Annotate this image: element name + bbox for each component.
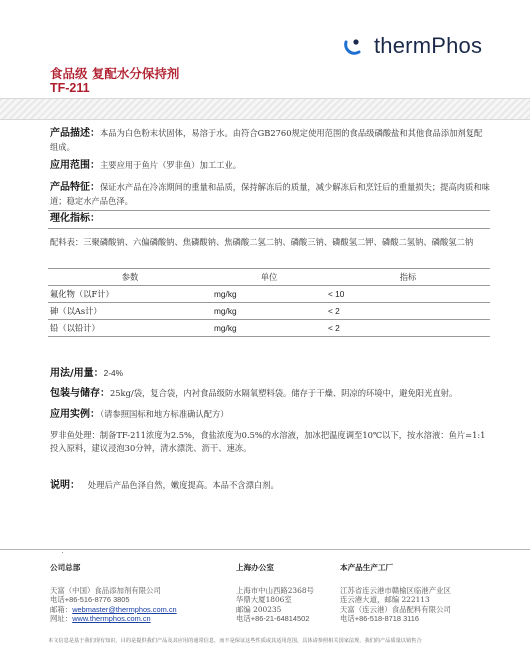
footer-hq [50, 563, 235, 624]
cell-value: < 10 [326, 286, 490, 303]
footer-divider [0, 549, 530, 550]
example-note: （请参照国标和地方标准确认配方） [100, 409, 229, 419]
cell-param: 氟化物（以F计） [48, 286, 212, 303]
packaging-text: 25kg/袋，复合袋，内衬食品级防水隔氧塑料袋。储存于干燥、阴凉的环境中，避免阳光直射。 [110, 388, 458, 398]
hq-email-link[interactable]: webmaster@thermphos.com.cn [72, 604, 177, 614]
col-header-unit: 单位 [212, 269, 326, 286]
ingredients-section [50, 236, 490, 249]
cell-value: < 2 [326, 303, 490, 320]
remark-text: 处理后产品色泽自然，嫩度提高。本品不含漂白剂。 [87, 480, 279, 490]
table-row [48, 320, 490, 337]
hq-web-link[interactable]: www.thermphos.com.cn [72, 614, 151, 624]
brand-logo [340, 30, 482, 62]
example-text: 罗非鱼处理：制备TF-211浓度为2.5%，食盐浓度为0.5%的水溶液，加冰把温度调至10℃以下，按水溶液：鱼片=1:1投入原料，建议浸泡30分钟，清水漂洗、沥干、速冻。 [50, 430, 486, 453]
spec-table [48, 268, 490, 337]
table-row [48, 286, 490, 303]
shanghai-line: 上海市中山西路2368号 [236, 585, 314, 595]
hq-line: 电话+86-516-8776 3805 [50, 595, 130, 605]
features-label: 产品特征： [50, 182, 100, 193]
shanghai-heading: 上海办公室 [236, 563, 274, 572]
product-title: 食品级 复配水分保持剂 [50, 66, 180, 81]
swirl-logo-icon [340, 32, 368, 60]
example-section [50, 408, 490, 422]
table-row [48, 303, 490, 320]
hq-line: 天富（中国）食品添加剂有限公司 [50, 585, 161, 595]
usage-label: 用法/用量： [50, 368, 104, 379]
description-section [50, 127, 490, 153]
shanghai-line: 华鼎大厦1806室 [236, 595, 292, 605]
col-header-value: 指标 [326, 269, 490, 286]
hq-heading: 公司总部 [50, 563, 81, 572]
factory-line: 江苏省连云港市赣榆区临港产业区 [340, 585, 451, 595]
factory-line: 电话+86-518-8718 3116 [340, 614, 419, 624]
shanghai-line: 电话+86-21-64814502 [236, 614, 310, 624]
factory-line: 天富（连云港）食品配料有限公司 [340, 604, 451, 614]
product-code: TF-211 [50, 81, 90, 95]
factory-heading: 本产品生产工厂 [340, 563, 394, 572]
divider [48, 228, 490, 229]
spec-title: 理化指标： [50, 213, 100, 224]
ingredients-text: 三聚磷酸钠、六偏磷酸钠、焦磷酸钠、焦磷酸二氢二钠、磷酸三钠、磷酸氢二钾、磷酸二氢钠、磷酸氢二钠 [83, 237, 474, 247]
header-band [0, 98, 530, 120]
cell-unit: mg/kg [212, 286, 326, 303]
footer-shanghai [236, 563, 336, 624]
factory-line: 连云港大道，邮编 222113 [340, 595, 430, 605]
example-label: 应用实例： [50, 409, 100, 420]
cell-unit: mg/kg [212, 303, 326, 320]
features-text: 保证水产品在冷冻期间的重量和品质，保持解冻后的质量，减少解冻后和烹饪后的重量损失；提高肉质和味道；稳定水产品色泽。 [50, 182, 490, 206]
application-text: 主要应用于鱼片（罗非鱼）加工工业。 [100, 160, 242, 170]
cell-unit: mg/kg [212, 320, 326, 337]
ingredients-label: 配料表： [50, 237, 84, 247]
col-header-param: 参数 [48, 269, 212, 286]
application-label: 应用范围： [50, 160, 100, 171]
application-section [50, 159, 490, 173]
usage-text: 2-4% [103, 368, 124, 378]
packaging-section [50, 387, 490, 401]
features-section [50, 181, 490, 207]
description-label: 产品描述： [50, 128, 100, 139]
packaging-label: 包装与储存： [50, 388, 110, 399]
usage-section [50, 367, 490, 381]
cell-param: 砷（以As计） [48, 303, 212, 320]
hq-email-label: 邮箱： [50, 604, 73, 614]
hq-web-label: 网址： [50, 614, 73, 624]
brand-name: thermPhos [374, 33, 483, 58]
disclaimer-text: 本文信息是基于我们现有知识，目的是提供我们产品及其应用的通常信息，而不是保证这些性质或其适用范围，具体请参照相关国家法规，我们的产品质量以销售合 [48, 638, 422, 644]
cell-param: 铅（以铅计） [48, 320, 212, 337]
description-text: 本品为白色粉末状固体，易溶于水。由符合GB2760规定使用范围的食品级磷酸盐和其他食品添加剂复配组成。 [50, 128, 483, 152]
cell-value: < 2 [326, 320, 490, 337]
divider [48, 210, 490, 211]
remark-label: 说明： [50, 480, 80, 491]
table-header-row [48, 269, 490, 286]
footer-dot [62, 552, 63, 553]
footer-factory [340, 563, 500, 624]
shanghai-line: 邮编 200235 [236, 604, 282, 614]
remark-section [50, 479, 490, 493]
